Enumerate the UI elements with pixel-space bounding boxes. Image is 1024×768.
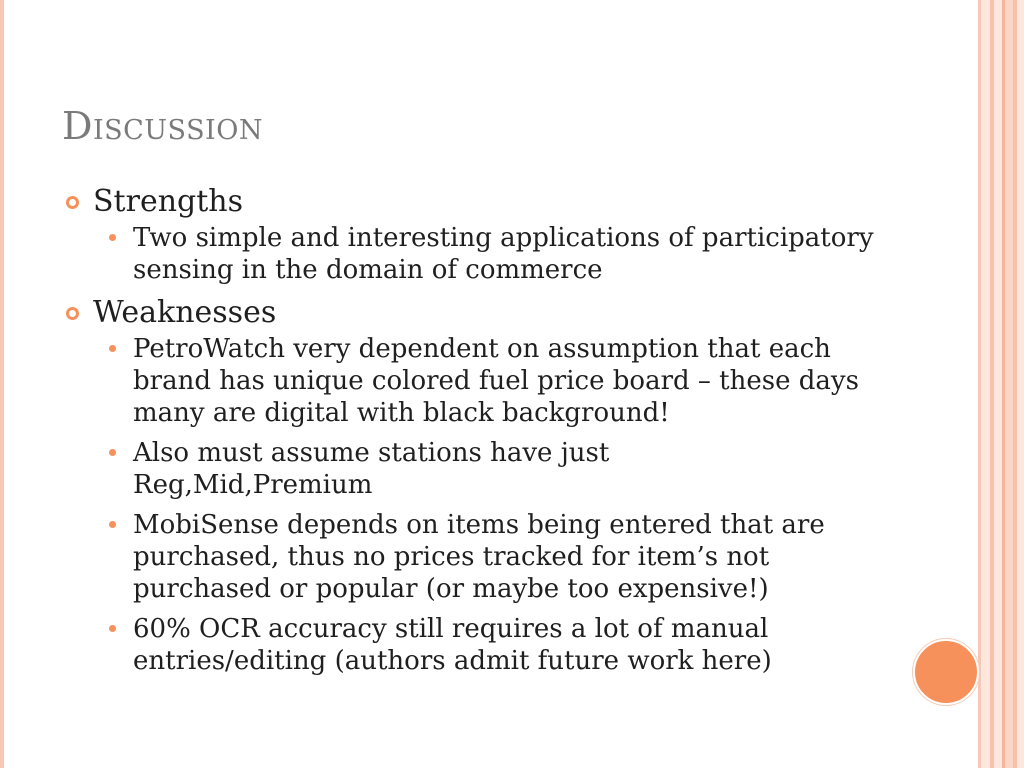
list-item — [62, 437, 902, 501]
list-item-text: PetroWatch very dependent on assumption that each brand has unique colored fuel price board – these days many are digital with black background! — [133, 334, 859, 428]
strengths-list — [62, 222, 902, 286]
left-border — [0, 0, 4, 768]
slide-title: Discussion — [62, 104, 263, 148]
list-item-text: Also must assume stations have just Reg,Mid,Premium — [133, 438, 610, 500]
list-item — [62, 509, 902, 605]
dot-bullet-icon — [109, 345, 116, 352]
ring-bullet-icon — [66, 307, 79, 320]
ring-bullet-icon — [66, 196, 79, 209]
section-heading-label: Strengths — [93, 184, 243, 219]
list-item-text: Two simple and interesting applications of participatory sensing in the domain of commerce — [133, 223, 874, 285]
list-item-text: 60% OCR accuracy still requires a lot of manual entries/editing (authors admit future work here) — [133, 614, 772, 676]
section-heading-strengths — [62, 183, 902, 221]
list-item-text: MobiSense depends on items being entered that are purchased, thus no prices tracked for item’s not purchased or popular (or maybe too expensive!) — [133, 510, 825, 604]
slide-content — [62, 183, 902, 685]
dot-bullet-icon — [109, 521, 116, 528]
list-item — [62, 333, 902, 429]
decorative-circle — [913, 639, 979, 705]
weaknesses-list — [62, 333, 902, 677]
dot-bullet-icon — [109, 449, 116, 456]
dot-bullet-icon — [109, 234, 116, 241]
dot-bullet-icon — [109, 625, 116, 632]
section-heading-label: Weaknesses — [93, 295, 277, 330]
right-border-stripes — [978, 0, 1024, 768]
list-item — [62, 613, 902, 677]
list-item — [62, 222, 902, 286]
section-heading-weaknesses — [62, 294, 902, 332]
